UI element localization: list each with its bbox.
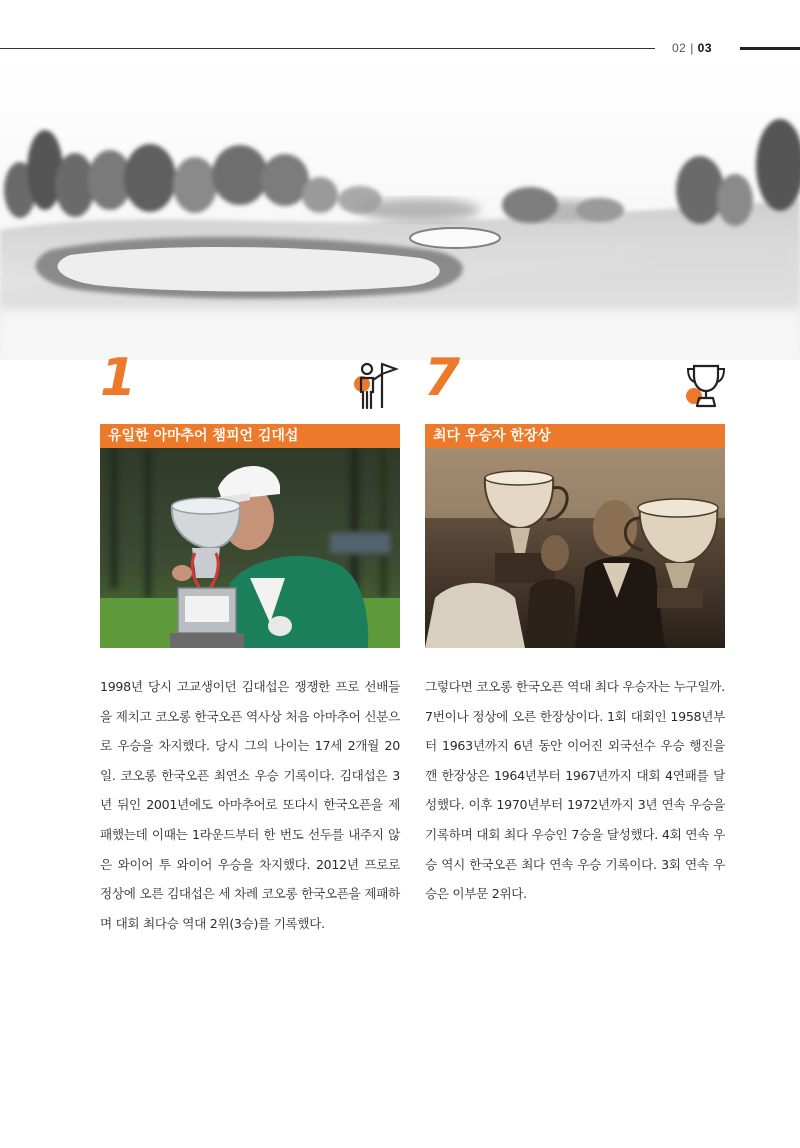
section-body-1: 1998년 당시 고교생이던 김대섭은 쟁쟁한 프로 선배들을 제치고 코오롱 한국오픈 역사상 처음 아마추어 신분으로 우승을 차지했다. 당시 그의 나이는 17세 2개월 20일. 코오롱 한국오픈 최연소 우승 기록이다. 김대섭은 3년 뒤인 2001년에도 아마추어로 또다시 한국오픈을 제패했는데 이때는 1라운드부터 한 번도 선두를 내주지 않은 와이어 투 와이어 우승을 차지했다. 2012년 프로로 정상에 오른 김대섭은 세 차례 코오롱 한국오픈을 제패하며 대회 최다승 역대 2위(3승)를 기록했다. xyxy=(100,679,400,931)
header-rule-left xyxy=(0,48,655,49)
trophy-kiss-photo xyxy=(100,448,400,648)
section-number-1: 1 xyxy=(100,348,137,408)
vintage-trophies-photo xyxy=(425,448,725,648)
page-number-left: 02 xyxy=(672,41,687,55)
page-number-right: 03 xyxy=(697,41,713,55)
page-number xyxy=(672,41,712,55)
golf-course-watercolor-banner xyxy=(0,60,800,360)
golfer-flag-icon xyxy=(352,360,402,410)
section-title-7: 최다 우승자 한장상 xyxy=(425,424,725,448)
section-title-1: 유일한 아마추어 챔피언 김대섭 xyxy=(100,424,400,448)
section-number-7: 7 xyxy=(424,348,461,408)
section-body-7: 그렇다면 코오롱 한국오픈 역대 최다 우승자는 누구일까. 7번이나 정상에 오른 한장상이다. 1회 대회인 1958년부터 1963년까지 6년 동안 이어진 외국선수 우승 행진을 깬 한장상은 1964년부터 1967년까지 대회 4연패를 달성했다. 이후 1970년부터 1972년까지 3년 연속 우승을 기록하며 대회 최다 우승인 7승을 달성했다. 4회 연속 우승 역시 한국오픈 최다 연속 우승 기록이다. 3회 연속 우승은 이부문 2위다. xyxy=(425,679,725,902)
trophy-icon xyxy=(684,360,728,410)
page-number-separator: | xyxy=(690,41,694,55)
header-rule-right xyxy=(740,47,800,50)
